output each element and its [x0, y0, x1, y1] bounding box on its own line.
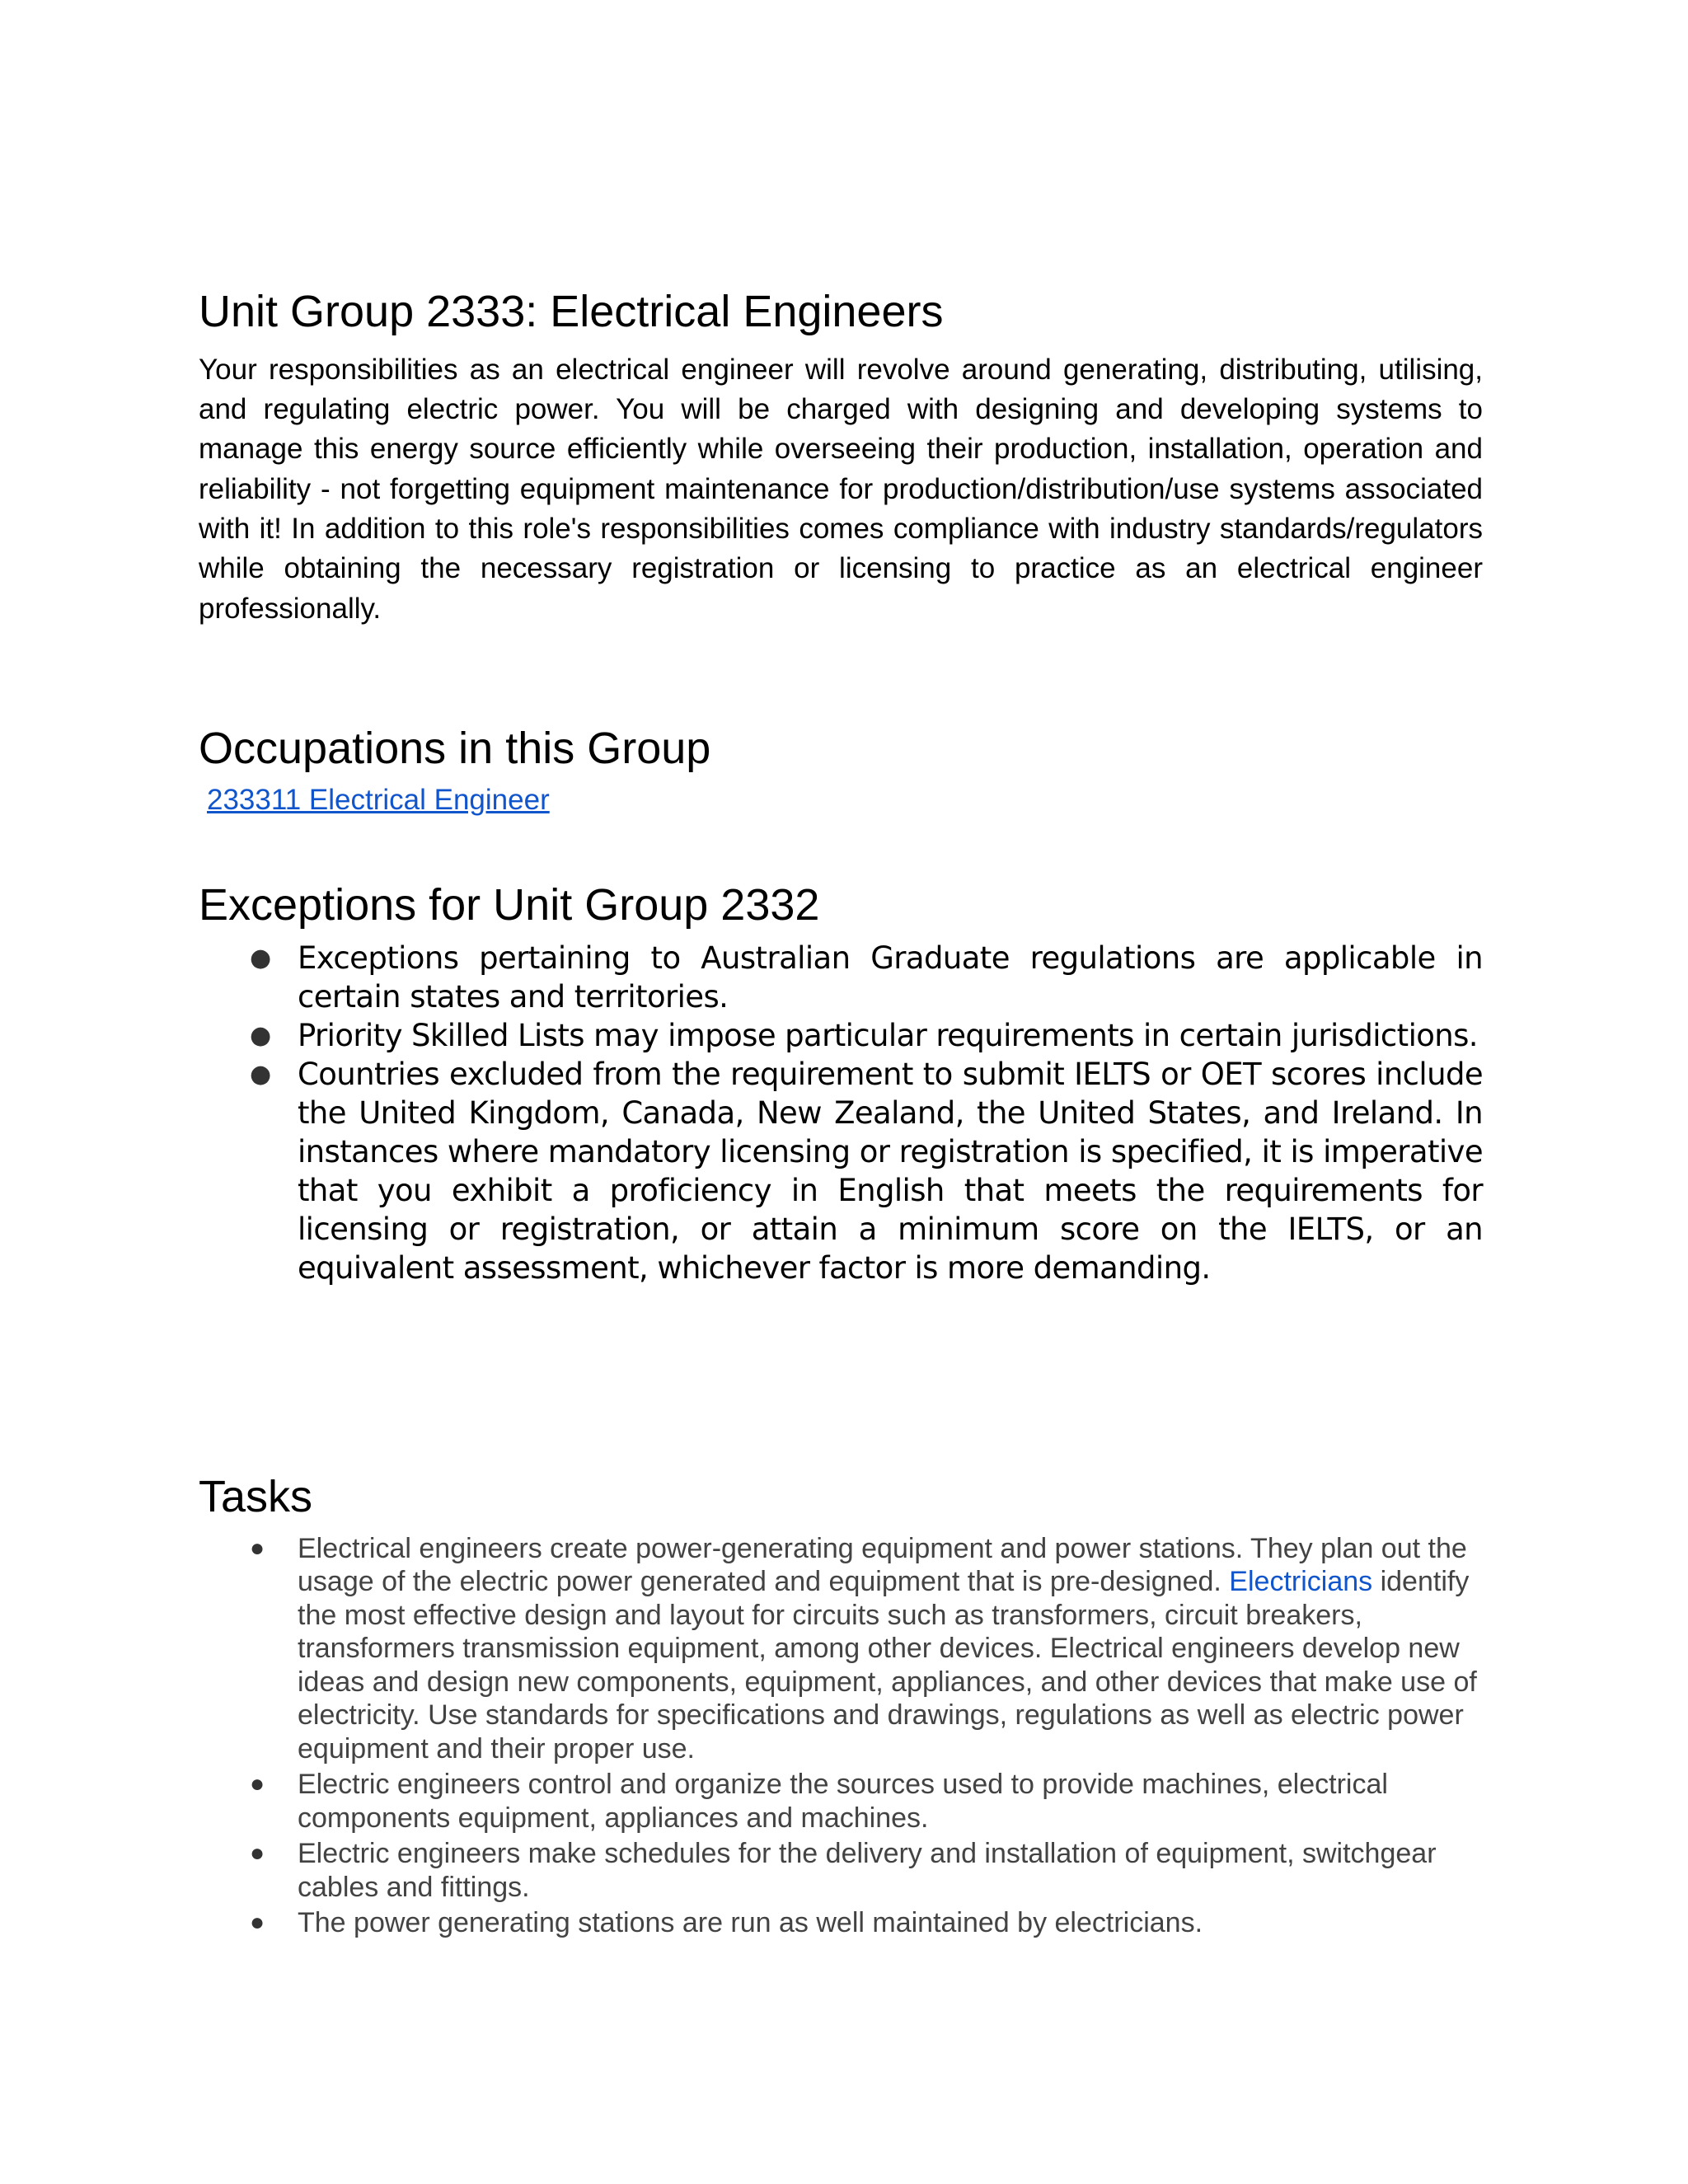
bullet-icon: ●: [250, 1020, 271, 1050]
list-item: [199, 1906, 1483, 1943]
occupations-heading: Occupations in this Group: [199, 724, 711, 773]
bullet-icon: ●: [250, 1840, 265, 1868]
page-title: Unit Group 2333: Electrical Engineers: [199, 287, 944, 336]
task-text: Electric engineers make schedules for the delivery and installation of equipment, switchgear cables and fittings.: [298, 1838, 1437, 1903]
bullet-icon: ●: [250, 943, 271, 972]
bullet-icon: ●: [250, 1059, 271, 1089]
list-item: [199, 1532, 1483, 1769]
occupation-link-233311[interactable]: 233311 Electrical Engineer: [207, 783, 550, 816]
tasks-list: [199, 1532, 1483, 1943]
task-text-part: identify the most effective design and layout for circuits such as transformers, circuit breakers, transformers transmission equipment, among other devices. Electrical engineers develop new ideas and design new components, equipment, appliances, and other devices that make use of electricity. Use standards for specifications and drawings, regulations as well as electric power equipment and their proper use.: [298, 1566, 1477, 1765]
exceptions-section: [199, 879, 1483, 1287]
electricians-link[interactable]: Electricians: [1229, 1566, 1373, 1598]
bullet-icon: ●: [250, 1909, 265, 1937]
list-item: [199, 1837, 1483, 1906]
exceptions-list: [199, 939, 1483, 1287]
list-item: [199, 1768, 1483, 1837]
occupations-section: [199, 722, 1483, 820]
task-text: The power generating stations are run as well maintained by electricians.: [298, 1907, 1203, 1939]
unit-group-section: [199, 285, 1483, 629]
tasks-section: [199, 1470, 1483, 1943]
task-text: Electric engineers control and organize the sources used to provide machines, electrical components equipment, appliances and machines.: [298, 1769, 1388, 1834]
list-item: [199, 1016, 1483, 1055]
exception-text: Countries excluded from the requirement to submit IELTS or OET scores include the United Kingdom, Canada, New Zealand, the United States, and Ireland. In instances where mandatory licensing or registration is specified, it is imperative that you exhibit a proficiency in English that meets the requirements for licensing or registration, or attain a minimum score on the IELTS, or an equivalent assessment, whichever factor is more demanding.: [298, 1056, 1483, 1286]
bullet-icon: ●: [250, 1534, 265, 1562]
list-item: [199, 1055, 1483, 1287]
tasks-heading: Tasks: [199, 1472, 313, 1521]
list-item: [199, 939, 1483, 1016]
exception-text: Priority Skilled Lists may impose particular requirements in certain jurisdictions.: [298, 1017, 1478, 1053]
exception-text: Exceptions pertaining to Australian Graduate regulations are applicable in certain states and territories.: [298, 940, 1483, 1015]
bullet-icon: ●: [250, 1770, 265, 1798]
task-text-part: Electrical engineers create power-generating equipment and power stations. They plan out the usage of the electric power generated and equipment that is pre-designed.: [298, 1532, 1467, 1598]
exceptions-heading: Exceptions for Unit Group 2332: [199, 880, 820, 930]
unit-group-description: Your responsibilities as an electrical engineer will revolve around generating, distributing, utilising, and regulating electric power. You will be charged with designing and developing systems to manage this energy source efficiently while overseeing their production, installation, operation and reliability - not forgetting equipment maintenance for production/distribution/use systems associated with it! In addition to this role's responsibilities comes compliance with industry standards/regulators while obtaining the necessary registration or licensing to practice as an electrical engineer professionally.: [199, 353, 1483, 625]
